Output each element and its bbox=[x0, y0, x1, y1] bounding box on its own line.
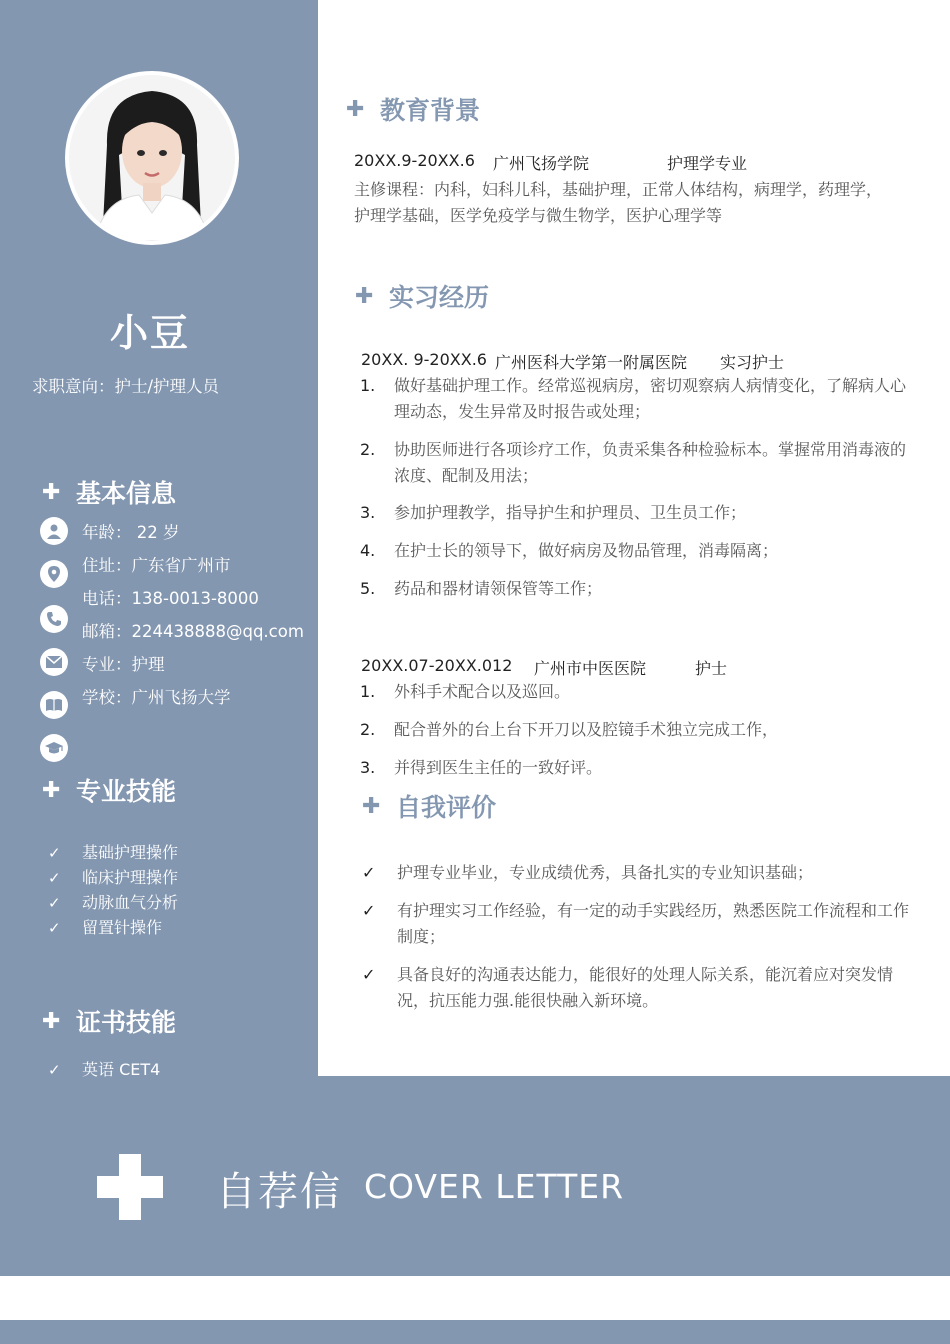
education-courses-cont: 护理学基础，医学免疫学与微生物学，医护心理学等 bbox=[354, 206, 723, 225]
basic-info-title: 基本信息 bbox=[76, 479, 177, 508]
education-major: 护理学专业 bbox=[667, 154, 748, 173]
check-icon: ✓ bbox=[48, 919, 61, 937]
duty-item: 1. 做好基础护理工作。经常巡视病房，密切观察病人病情变化，了解病人心理动态，发生异常及时报告或处理； bbox=[360, 376, 907, 421]
user-icon bbox=[40, 517, 68, 545]
internship-period: 20XX.07-20XX.012 bbox=[361, 656, 513, 675]
certificates-heading bbox=[42, 1003, 176, 1039]
info-age: 年龄： 22 岁 bbox=[82, 523, 180, 542]
bottom-strip bbox=[0, 1320, 950, 1344]
self-eval-heading bbox=[362, 788, 496, 824]
info-major: 专业：护理 bbox=[82, 655, 165, 674]
cover-letter-title-cn: 自荐信 bbox=[216, 1169, 342, 1215]
education-heading bbox=[346, 91, 480, 127]
check-icon: ✓ bbox=[48, 844, 61, 862]
self-eval-item: ✓ 具备良好的沟通表达能力，能很好的处理人际关系，能沉着应对突发情况，抗压能力强.能很快融入新环境。 bbox=[362, 962, 912, 1014]
education-title: 教育背景 bbox=[380, 96, 481, 125]
education-school: 广州飞扬学院 bbox=[493, 154, 590, 173]
plus-icon: ✚ bbox=[346, 96, 365, 122]
check-icon: ✓ bbox=[362, 965, 376, 984]
location-icon bbox=[40, 560, 68, 588]
info-school: 学校：广州飞扬大学 bbox=[82, 688, 231, 707]
duty-item: 2. 配合普外的台上台下开刀以及腔镜手术独立完成工作， bbox=[360, 720, 779, 739]
phone-icon bbox=[40, 605, 68, 633]
skill-item: ✓ 临床护理操作 bbox=[48, 868, 179, 887]
check-icon: ✓ bbox=[362, 863, 376, 882]
plus-icon: ✚ bbox=[42, 479, 61, 505]
duty-item: 2. 协助医师进行各项诊疗工作，负责采集各种检验标本。掌握常用消毒液的浓度、配制及用法； bbox=[360, 440, 907, 485]
certificates-title: 证书技能 bbox=[76, 1008, 177, 1037]
duty-item: 5. 药品和器材请领保管等工作； bbox=[360, 579, 603, 598]
candidate-name: 小豆 bbox=[109, 311, 190, 355]
plus-icon: ✚ bbox=[362, 793, 381, 819]
info-address: 住址：广东省广州市 bbox=[82, 556, 231, 575]
duty-item: 3. 并得到医生主任的一致好评。 bbox=[360, 758, 603, 777]
info-email: 邮箱：224438888@qq.com bbox=[82, 622, 304, 641]
medical-cross-icon bbox=[97, 1154, 163, 1224]
plus-icon: ✚ bbox=[355, 283, 374, 309]
internship-org: 广州医科大学第一附属医院 bbox=[495, 353, 688, 372]
duty-item: 4. 在护士长的领导下，做好病房及物品管理，消毒隔离； bbox=[360, 541, 779, 560]
education-courses: 主修课程：内科，妇科儿科，基础护理，正常人体结构，病理学，药理学， bbox=[354, 180, 883, 199]
cover-letter-title-en: COVER LETTER bbox=[364, 1167, 625, 1206]
internship-title: 实习经历 bbox=[389, 283, 490, 312]
skill-item: ✓ 留置针操作 bbox=[48, 918, 163, 937]
certificate-item: ✓ 英语 CET4 bbox=[48, 1060, 161, 1079]
profile-photo bbox=[65, 71, 239, 245]
check-icon: ✓ bbox=[362, 901, 376, 920]
self-eval-title: 自我评价 bbox=[396, 793, 497, 822]
education-period: 20XX.9-20XX.6 bbox=[354, 151, 475, 170]
mail-icon bbox=[40, 648, 68, 676]
internship-org: 广州市中医医院 bbox=[534, 659, 647, 678]
internship-role: 实习护士 bbox=[720, 353, 785, 372]
plus-icon: ✚ bbox=[42, 777, 61, 803]
check-icon: ✓ bbox=[48, 869, 61, 887]
self-eval-item: ✓ 护理专业毕业，专业成绩优秀，具备扎实的专业知识基础； bbox=[362, 860, 912, 886]
check-icon: ✓ bbox=[48, 894, 61, 912]
self-eval-item: ✓ 有护理实习工作经验，有一定的动手实践经历，熟悉医院工作流程和工作制度； bbox=[362, 898, 912, 950]
duty-item: 3. 参加护理教学，指导护生和护理员、卫生员工作； bbox=[360, 503, 747, 522]
plus-icon: ✚ bbox=[42, 1008, 61, 1034]
job-intent: 求职意向：护士/护理人员 bbox=[32, 377, 220, 396]
graduation-cap-icon bbox=[40, 734, 68, 762]
basic-info-heading bbox=[42, 474, 176, 510]
skills-title: 专业技能 bbox=[76, 777, 177, 806]
duty-item: 1. 外科手术配合以及巡回。 bbox=[360, 682, 571, 701]
internship-heading bbox=[355, 278, 489, 314]
skill-item: ✓ 动脉血气分析 bbox=[48, 893, 179, 912]
skills-heading bbox=[42, 772, 176, 808]
info-phone: 电话：138-0013-8000 bbox=[82, 589, 259, 608]
check-icon: ✓ bbox=[48, 1061, 61, 1079]
internship-role: 护士 bbox=[695, 659, 728, 678]
book-icon bbox=[40, 691, 68, 719]
internship-period: 20XX. 9-20XX.6 bbox=[361, 350, 487, 369]
skill-item: ✓ 基础护理操作 bbox=[48, 843, 179, 862]
